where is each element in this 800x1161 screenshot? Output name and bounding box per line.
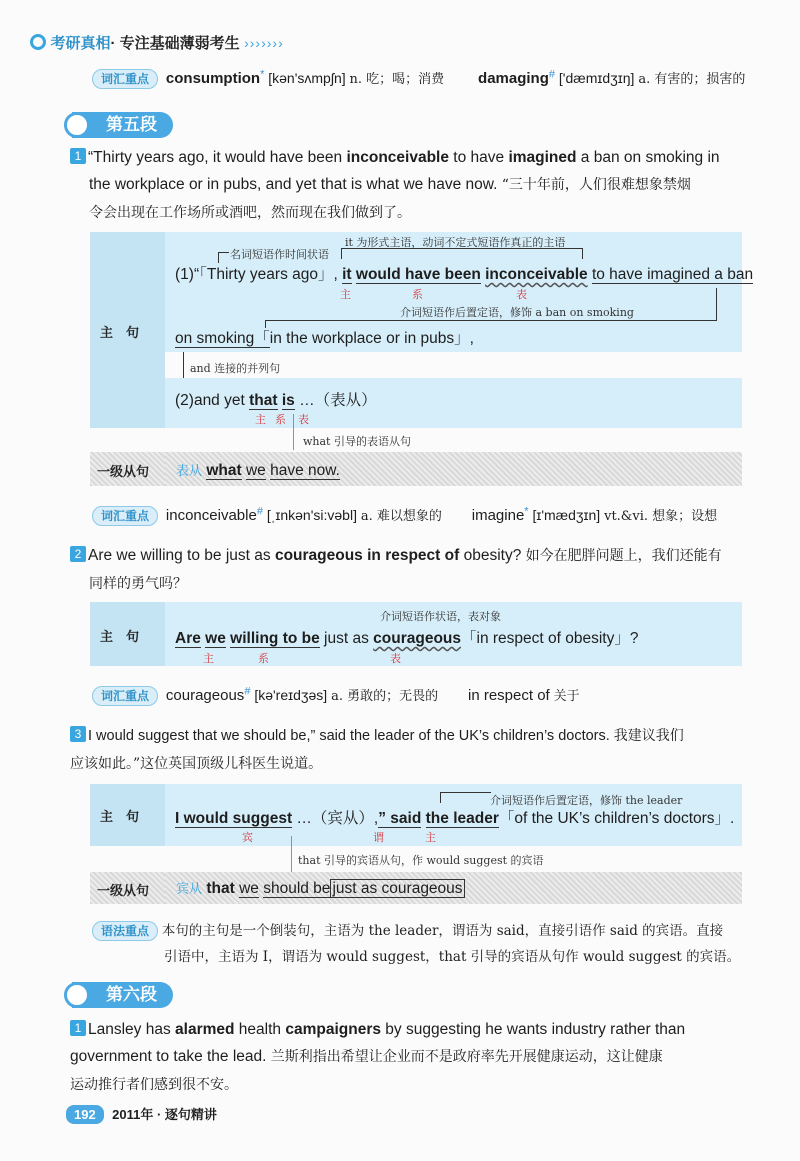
clause-tag: 宾从: [176, 881, 203, 896]
star-icon: *: [260, 68, 265, 81]
clause: [175, 626, 639, 648]
section-title: 第六段: [106, 985, 157, 1004]
conjunction: that: [206, 880, 235, 897]
annotation: 介词短语作后置定语，修饰 a ban on smoking: [400, 306, 634, 319]
subject: we: [205, 630, 226, 647]
mark-subject: 主: [255, 414, 266, 426]
time-adverbial: Thirty years ago: [206, 266, 318, 283]
chevron-icon: ›››››››: [244, 35, 284, 51]
vocab-tag: 词汇重点: [92, 686, 158, 706]
vocab-row-3: [92, 685, 580, 704]
text: 引语中，主语为 I，谓语为 would suggest，that 引导的宾语从句作 would suggest 的宾语。: [164, 949, 741, 965]
subclause-label: 一级从句: [97, 464, 150, 479]
mark-subject: 主: [203, 653, 214, 665]
text: health: [234, 1021, 286, 1038]
subject: we: [239, 880, 259, 897]
predicate: have now.: [270, 462, 340, 479]
text: 」,: [454, 330, 474, 347]
vocab-word: in respect of: [468, 687, 550, 704]
arrow-line: [293, 414, 294, 450]
text: just as: [319, 630, 374, 647]
vocab-phonetic: [kə'reɪdʒəs]: [254, 687, 328, 703]
star-icon: *: [524, 505, 529, 518]
clause-tag: 表从: [176, 463, 203, 478]
hash-icon: #: [548, 68, 556, 81]
subject: it: [342, 266, 352, 283]
subclause-2: [176, 878, 465, 898]
vocab-tag: 词汇重点: [92, 69, 158, 89]
arrow-line: [183, 352, 184, 378]
main-clause-label: 主 句: [100, 809, 140, 824]
sentence-number: 3: [70, 726, 86, 742]
verb: Are: [175, 630, 201, 647]
mark-predicative: 表: [298, 414, 309, 426]
text: “Thirty years ago, it would have been: [88, 149, 347, 166]
annotation: what 引导的表语从句: [303, 435, 411, 448]
vocab-def: vt.&vi. 想象；设想: [604, 509, 718, 524]
clause-1-line-2: [175, 326, 474, 348]
magnifier-icon: [64, 112, 90, 138]
text: (1)“「: [175, 266, 207, 283]
sentence-4: [70, 1016, 760, 1099]
brand-slogan: · 专注基础薄弱考生: [110, 35, 240, 52]
subclause-1: [176, 460, 340, 480]
translation: “三十年前，人们很难想象禁烟: [501, 177, 691, 193]
text: the workplace or in pubs, and yet that is what we have now.: [89, 176, 502, 193]
text: I would suggest that we should be,” said the leader of the UK’s children’s doctors.: [88, 728, 614, 744]
subclause-label: 一级从句: [97, 883, 150, 898]
section-title: 第五段: [106, 115, 157, 134]
annotation: and 连接的并列句: [190, 362, 281, 375]
keyword: courageous in respect of: [274, 547, 460, 564]
arrow-line: [716, 288, 717, 320]
mark-linking: 系: [275, 414, 286, 426]
mark-linking: 系: [412, 289, 423, 301]
subject: the leader: [425, 810, 499, 827]
text: 本句的主句是一个倒装句，主语为 the leader，谓语为 said，直接引语作 said 的宾语。直接: [161, 923, 724, 939]
translation: 令会出现在工作场所或酒吧，然而现在我们做到了。: [89, 205, 411, 221]
predicative: inconceivable: [485, 266, 588, 283]
main-clause-label: 主 句: [100, 325, 140, 340]
page-header: [30, 32, 284, 56]
subject: we: [245, 462, 266, 479]
vocab-def: a. 有害的；损害的: [638, 72, 746, 87]
clause-1: [175, 262, 753, 284]
mark-linking: 系: [258, 653, 269, 665]
annotation: 名词短语作时间状语: [230, 248, 329, 261]
text: government to take the lead.: [70, 1048, 271, 1065]
linking-verb: willing to be: [230, 630, 320, 647]
clause-2: [175, 388, 377, 410]
subject: that: [249, 392, 278, 409]
vocab-phonetic: [ˌɪnkən'si:vəbl]: [266, 507, 357, 523]
bracket-line: [341, 248, 583, 259]
text: by suggesting he wants industry rather than: [380, 1021, 686, 1038]
predicative: just as courageous: [332, 880, 463, 897]
arrow-line: [440, 792, 491, 803]
predicative: courageous: [373, 630, 462, 647]
vocab-word: courageous: [165, 687, 245, 704]
annotation: 介词短语作状语，表对象: [380, 610, 501, 623]
sentence-number: 1: [70, 1020, 86, 1036]
sentence-2: [70, 542, 760, 598]
prepositional-phrase: 「of the UK’s children’s doctors」.: [498, 810, 735, 827]
main-clause-label: 主 句: [100, 629, 140, 644]
vocab-word: consumption: [165, 70, 261, 87]
brand-name: 考研真相: [50, 35, 111, 52]
linking-verb: is: [281, 392, 295, 409]
clause: [175, 806, 734, 828]
annotation: it 为形式主语，动词不定式短语作真正的主语: [345, 236, 566, 249]
keyword: imagined: [508, 149, 577, 166]
vocab-def: n. 吃；喝；消费: [349, 72, 445, 87]
translation: 兰斯利指出希望让企业而不是政府率先开展健康运动，这让健康: [270, 1049, 663, 1065]
sentence-number: 2: [70, 546, 86, 562]
text: a ban on smoking in: [576, 149, 720, 166]
translation: 我建议我们: [613, 728, 684, 744]
text: (2)and yet: [175, 392, 250, 409]
vocab-row-1: [92, 68, 745, 87]
grammar-tag: 语法重点: [92, 921, 158, 941]
predicative: what: [206, 462, 242, 479]
vocab-def: a. 勇敢的；无畏的: [331, 689, 439, 704]
text: …（表从）: [294, 392, 377, 409]
vocab-word: damaging: [478, 70, 549, 87]
predicate: ” said: [378, 810, 422, 827]
vocab-word: inconceivable: [165, 507, 257, 524]
real-subject: to have imagined a ban: [591, 266, 754, 283]
grammar-note: [92, 918, 752, 970]
mark-subject: 主: [425, 832, 436, 844]
mark-predicative: 表: [390, 653, 401, 665]
hash-icon: #: [256, 505, 263, 518]
magnifier-icon: [64, 982, 90, 1008]
keyword: campaigners: [285, 1021, 381, 1038]
object-clause: I would suggest: [175, 810, 293, 827]
vocab-phonetic: [ɪ'mædʒɪn]: [532, 507, 601, 523]
prepositional-phrase: 「in respect of obesity」?: [461, 630, 639, 647]
linking-verb: would have been: [355, 266, 481, 283]
vocab-row-2: [92, 505, 717, 524]
text: on smoking「: [175, 330, 270, 347]
annotation: 介词短语作后置定语，修饰 the leader: [490, 794, 683, 807]
sentence-1: [70, 144, 760, 227]
vocab-phonetic: [kən'sʌmpʃn]: [268, 70, 346, 86]
prepositional-phrase: in the workplace or in pubs: [269, 330, 455, 347]
text: Lansley has: [88, 1021, 176, 1038]
text: to have: [448, 149, 509, 166]
mark-predicate: 谓: [373, 832, 384, 844]
vocab-tag: 词汇重点: [92, 506, 158, 526]
vocab-def: 关于: [553, 689, 580, 704]
translation: 如今在肥胖问题上，我们还能有: [525, 548, 722, 564]
hash-icon: #: [244, 685, 251, 698]
page-footer: [66, 1104, 217, 1124]
translation: 运动推行者们感到很不安。: [70, 1077, 238, 1093]
bracket-line: [265, 320, 717, 321]
translation: 同样的勇气吗？: [89, 576, 187, 592]
mark-predicative: 表: [516, 289, 527, 301]
text: obesity?: [459, 547, 526, 564]
keyword: inconceivable: [346, 149, 449, 166]
translation: 应该如此。”这位英国顶级儿科医生说道。: [70, 756, 323, 772]
sentence-number: 1: [70, 148, 86, 164]
sentence-3: [70, 722, 760, 778]
vocab-phonetic: ['dæmɪdʒɪŋ]: [558, 70, 635, 86]
text: Are we willing to be just as: [88, 547, 275, 564]
mark-subject: 主: [340, 289, 351, 301]
vocab-word: imagine: [471, 507, 525, 524]
text: 」,: [318, 266, 343, 283]
keyword: alarmed: [175, 1021, 235, 1038]
annotation: that 引导的宾语从句，作 would suggest 的宾语: [298, 854, 544, 867]
vocab-def: a. 难以想象的: [360, 509, 442, 524]
predicate: should be: [263, 880, 331, 897]
magnifier-icon: [30, 34, 46, 50]
page-number: 192: [66, 1105, 104, 1124]
arrow-line: [291, 836, 292, 872]
text: …（宾从）,: [292, 810, 379, 827]
footer-title: 2011年 · 逐句精讲: [112, 1107, 217, 1122]
mark-object: 宾: [242, 832, 253, 844]
